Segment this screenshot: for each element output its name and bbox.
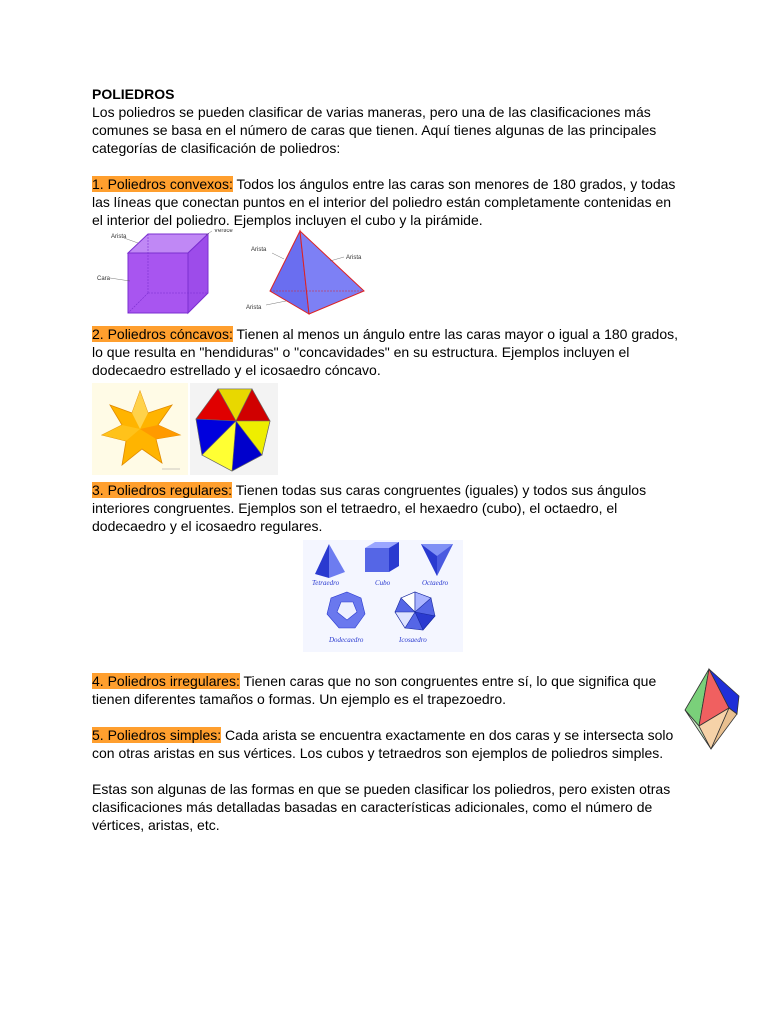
- convex-figure: [94, 229, 384, 319]
- label-tetraedro: Tetraedro: [312, 579, 340, 587]
- section-label: 5. Poliedros simples:: [92, 727, 222, 743]
- section-text: Tienen todas sus caras congruentes (iguales) y todos sus ángulos interiores congruentes. Ejemplos son el tetraedro, el hexaedro (cubo), el octaedro, el dodecaedro y el icosaedro regulares.: [92, 482, 647, 534]
- section-text: Tienen caras que no son congruentes entre sí, lo que significa que tienen diferentes tamaños o formas. Un ejemplo es el trapezoedro.: [92, 673, 657, 707]
- section-label: 4. Poliedros irregulares:: [92, 673, 240, 689]
- cube-label-vertice: Vértice: [214, 229, 233, 234]
- section-convex: [92, 175, 682, 229]
- section-text: Cada arista se encuentra exactamente en dos caras y se intersecta solo con otras aristas en sus vértices. Los cubos y tetraedros son ejemplos de poliedros simples.: [92, 727, 674, 761]
- section-irregular: [92, 672, 682, 708]
- section-regular: [92, 481, 682, 535]
- pyramid-illustration: [246, 231, 364, 314]
- cube-icon: [365, 542, 399, 572]
- label-cubo: Cubo: [375, 579, 391, 587]
- cube-illustration: [97, 229, 233, 313]
- pyramid-label-arista: Arista: [246, 305, 262, 311]
- pyramid-label-arista: Arista: [346, 255, 362, 261]
- section-text: Todos los ángulos entre las caras son menores de 180 grados, y todas las líneas que conectan puntos en el interior del poliedro están completamente contenidas en el interior del poliedro. Ejemplos incluyen el cubo y la pirámide.: [92, 176, 676, 228]
- label-dodecaedro: Dodecaedro: [329, 636, 364, 644]
- concave-icosahedron-image: [190, 383, 278, 475]
- trapezohedron-figure: [681, 666, 741, 752]
- intro-paragraph: Los poliedros se pueden clasificar de varias maneras, pero una de las clasificaciones más comunes se basa en el número de caras que tienen. Aquí tienes algunas de las principales categorías de clasificación de poliedros:: [92, 104, 657, 156]
- document-title: POLIEDROS: [92, 86, 175, 102]
- section-simple: [92, 726, 682, 762]
- section-concave: [92, 325, 682, 379]
- regular-figure: [303, 540, 463, 652]
- section-label: 3. Poliedros regulares:: [92, 482, 233, 498]
- document: [92, 85, 682, 834]
- closing-paragraph: Estas son algunas de las formas en que se pueden clasificar los poliedros, pero existen otras clasificaciones más detalladas basadas en características adicionales, como el número de vértices, aristas, etc.: [92, 781, 671, 833]
- cube-label-cara: Cara: [97, 276, 111, 282]
- label-octaedro: Octaedro: [422, 579, 449, 587]
- concave-figure: [92, 383, 282, 475]
- stellated-dodecahedron-image: [92, 383, 188, 475]
- section-label: 2. Poliedros cóncavos:: [92, 326, 233, 342]
- pyramid-label-arista: Arista: [251, 247, 267, 253]
- section-text: Tienen al menos un ángulo entre las caras mayor o igual a 180 grados, lo que resulta en "hendiduras" o "concavidades" en su estructura. Ejemplos incluyen el dodecaedro estrellado y el icosaedro cóncavo.: [92, 326, 679, 378]
- section-label: 1. Poliedros convexos:: [92, 176, 233, 192]
- cube-label-arista: Arista: [111, 234, 127, 240]
- label-icosaedro: Icosaedro: [399, 636, 427, 644]
